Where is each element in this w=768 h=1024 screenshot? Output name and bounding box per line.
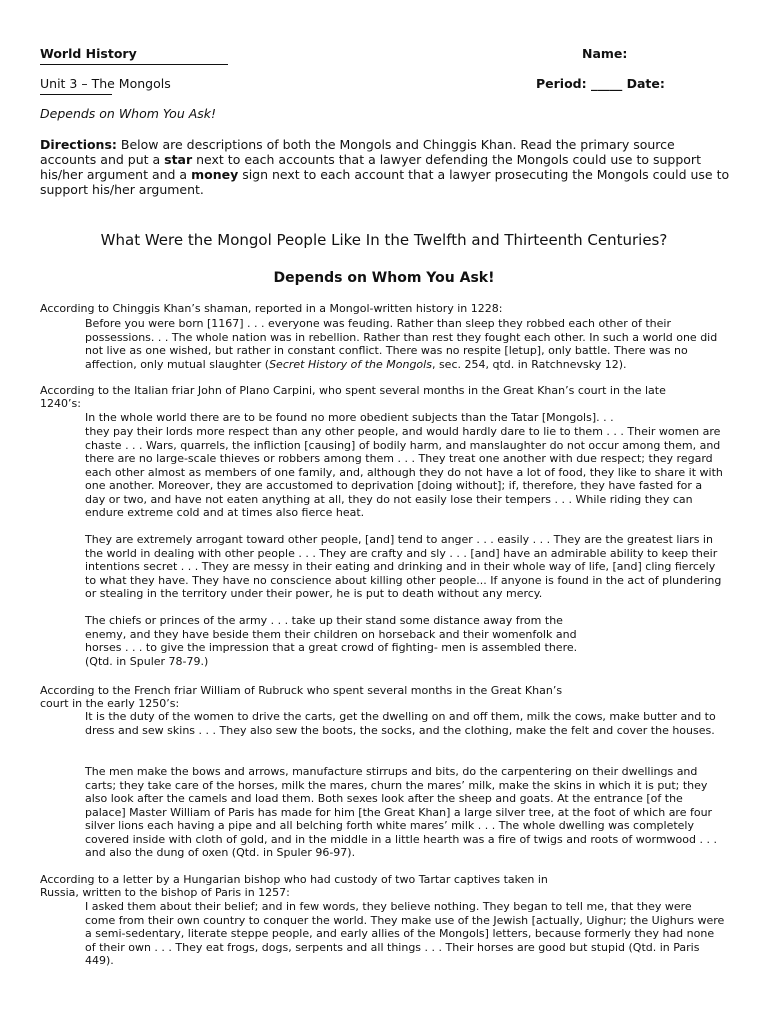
- directions-text-2: next to each accounts that a lawyer defending the Mongols could use to support his/her argument and a: [40, 152, 701, 182]
- rubruck-intro-line-2: court in the early 1250’s:: [40, 697, 180, 710]
- carpini-intro-line-2: 1240’s:: [40, 397, 81, 410]
- carpini-quote-3-citation: (Qtd. in Spuler 78-79.): [85, 655, 209, 668]
- directions-text-1: Below are descriptions of both the Mongols and Chinggis Khan. Read the primary source accounts and put a: [40, 137, 675, 167]
- subtitle-rule: [40, 94, 112, 95]
- directions-text-3: sign next to each account that a lawyer prosecuting the Mongols could use to support his/her argument.: [40, 167, 730, 197]
- main-title: What Were the Mongol People Like In the Twelfth and Thirteenth Centuries?: [100, 231, 668, 249]
- shaman-quote-citation: , sec. 254, qtd. in Ratchnevsky 12).: [431, 357, 627, 371]
- bishop-quote: I asked them about their belief; and in few words, they believe nothing. They began to tell me, that they were come from their own country to conquer the world. They make use of the Jewish [actually, Uighur; the Uighurs were a semi-sedentary, literate steppe people, and early allies of the Mongols] letters, because formerly they had none of their own . . . They eat frogs, dogs, serpents and all things . . . Their horses are good but stupid (Qtd. in Paris 449).: [85, 900, 725, 967]
- rubruck-quote-2: The men make the bows and arrows, manufacture stirrups and bits, do the carpentering on their dwellings and carts; they take care of the horses, milk the mares, churn the mares’ milk, make the skins in which it is put; they also look after the camels and load them. Both sexes look after the sheep and goats. At the entrance [of the palace] Master William of Paris has made for him [the Great Khan] a large silver tree, at the foot of which are four silver lions each having a pipe and all belching forth white mares’ milk . . . The whole dwelling was completely covered inside with cloth of gold, and in the middle in a little hearth was a fire of twigs and roots of wormwood . . . and also the dung of oxen (Qtd. in Spuler 96-97).: [85, 765, 717, 859]
- shaman-quote: [85, 317, 725, 371]
- header-subtitle: Depends on Whom You Ask!: [40, 106, 217, 121]
- period-date-label: Period: _____ Date:: [536, 76, 665, 91]
- shaman-intro: According to Chinggis Khan’s shaman, reported in a Mongol-written history in 1228:: [40, 302, 503, 315]
- shaman-quote-source: Secret History of the Mongols: [269, 357, 432, 371]
- rubruck-quote-1: It is the duty of the women to drive the carts, get the dwelling on and off them, milk the cows, make butter and to dress and sew skins . . . They also sew the boots, the socks, and the clothing, make the felt and cover the houses.: [85, 710, 716, 737]
- carpini-quote-3-line-3: horses . . . to give the impression that a great crowd of fighting- men is assembled there.: [85, 641, 578, 654]
- directions-paragraph: [40, 137, 730, 197]
- unit-title: Unit 3 – The Mongols: [40, 76, 171, 91]
- section-title: Depends on Whom You Ask!: [273, 270, 495, 286]
- rubruck-intro-line-1: According to the French friar William of Rubruck who spent several months in the Great Khan’s: [40, 684, 563, 697]
- carpini-intro-line-1: According to the Italian friar John of Plano Carpini, who spent several months in the Great Khan’s court in the late: [40, 384, 666, 397]
- course-title: World History: [40, 46, 137, 61]
- directions-label: Directions:: [40, 137, 117, 152]
- carpini-quote-1: they pay their lords more respect than any other people, and would hardly dare to lie to them . . . Their women are chaste . . . Wars, quarrels, the infliction [causing] of bodily harm, and manslaughter do not occur among them, and there are no large-scale thieves or robbers among them . . . They treat one another with due respect; they regard each other almost as members of one family, and, although they do not have a lot of food, they like to share it with one another. Moreover, they are accustomed to deprivation [doing without]; if, therefore, they have fasted for a day or two, and have not eaten anything at all, they do not easily lose their tempers . . . While riding they can endure extreme cold and at times also fierce heat.: [85, 425, 723, 519]
- carpini-quote-2: They are extremely arrogant toward other people, [and] tend to anger . . . easily . . . They are the greatest liars in the world in dealing with other people . . . They are crafty and sly . . . [and] have an admirable ability to keep their intentions secret . . . They are messy in their eating and drinking and in their whole way of life, [and] cling fiercely to what they have. They have no conscience about killing other people... If anyone is found in the act of plundering or stealing in the territory under their power, he is put to death without any mercy.: [85, 533, 722, 600]
- carpini-quote-1-line-1: In the whole world there are to be found no more obedient subjects than the Tatar [Mongols]. . .: [85, 411, 614, 424]
- bishop-intro-line-2: Russia, written to the bishop of Paris in 1257:: [40, 886, 290, 899]
- directions-star-word: star: [164, 152, 193, 167]
- name-label: Name:: [582, 46, 628, 61]
- carpini-quote-3-line-1: The chiefs or princes of the army . . . take up their stand some distance away from the: [85, 614, 563, 627]
- bishop-intro-line-1: According to a letter by a Hungarian bishop who had custody of two Tartar captives taken in: [40, 873, 548, 886]
- carpini-quote-3-line-2: enemy, and they have beside them their children on horseback and their womenfolk and: [85, 628, 577, 641]
- header-rule: [40, 64, 228, 65]
- shaman-quote-text: Before you were born [1167] . . . everyone was feuding. Rather than sleep they robbed each other of their possessions. . . The whole nation was in rebellion. Rather than rest they fought each other. In such a world one did not live as one wished, but rather in constant conflict. There was no respite [letup], only battle. There was no affection, only mutual slaughter (: [85, 317, 718, 371]
- directions-money-word: money: [191, 167, 239, 182]
